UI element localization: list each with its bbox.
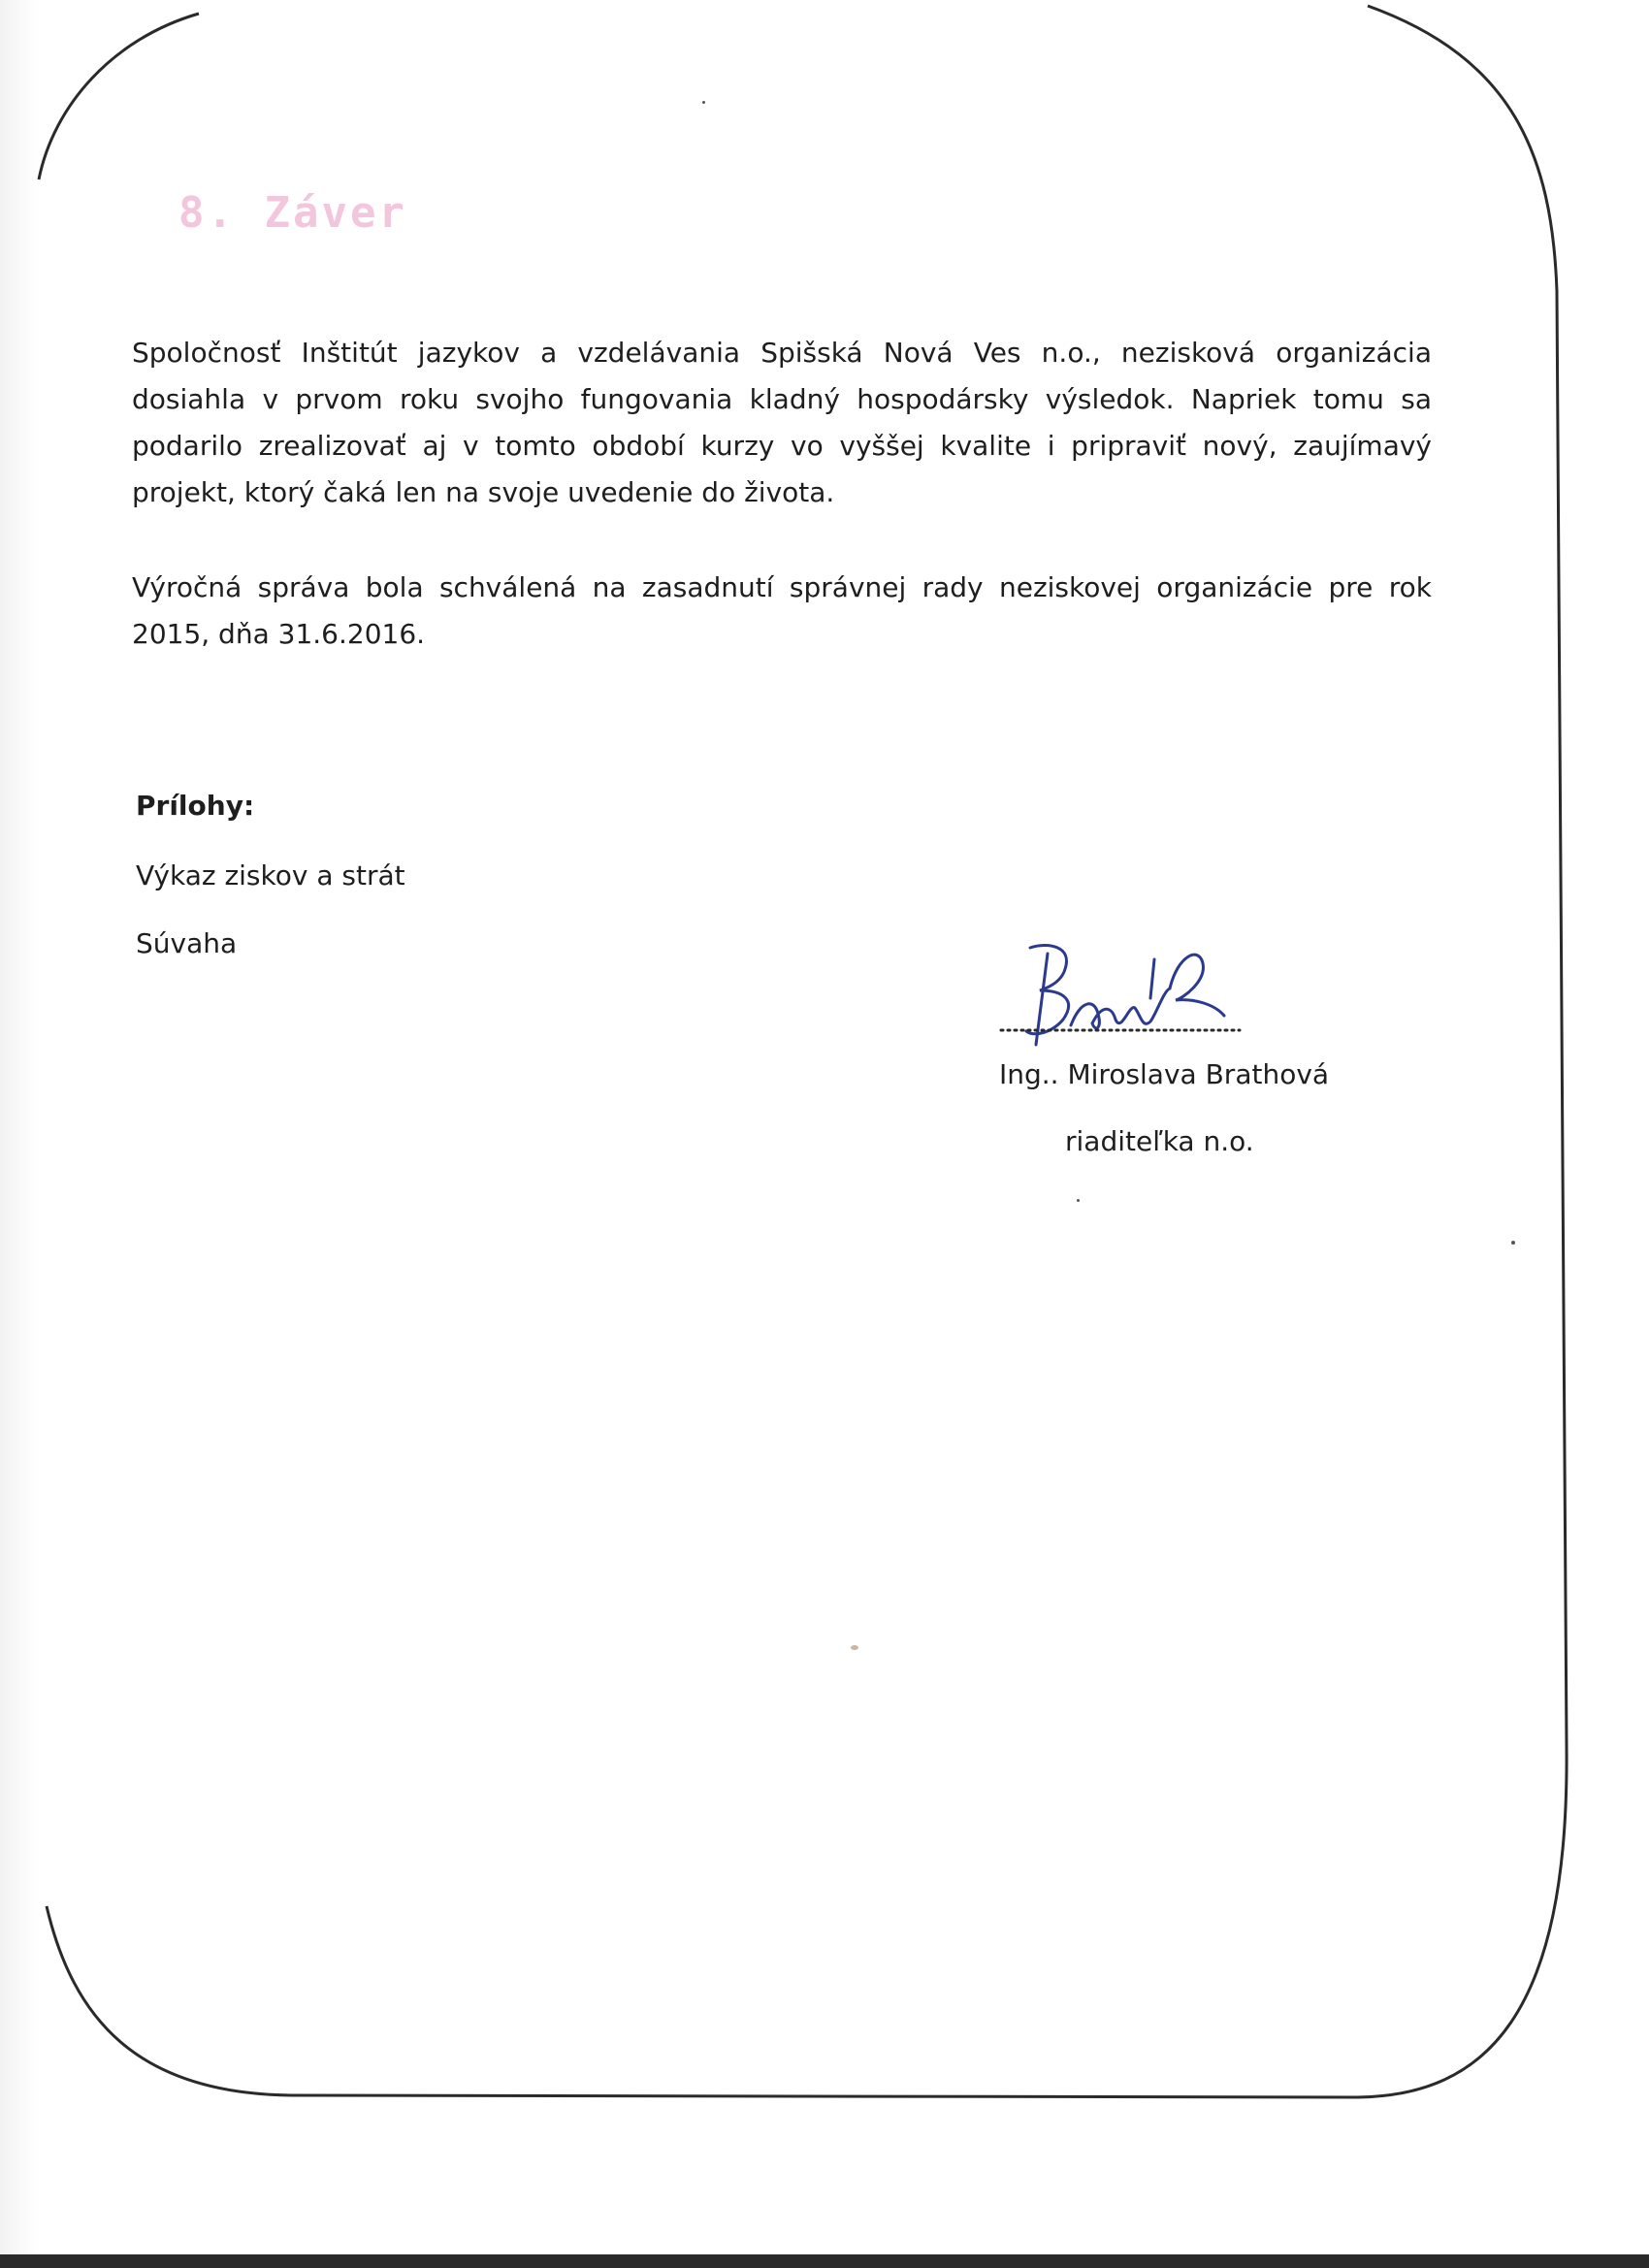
scan-speck [1077,1199,1080,1202]
attachment-item: Súvaha [136,927,238,959]
attachment-item: Výkaz ziskov a strát [136,859,405,891]
frame-bottom-line [47,1906,1358,2097]
signatory-name: Ing.. Miroslava Brathová [999,1058,1330,1090]
section-heading: 8. Záver [178,188,407,238]
scan-speck [1511,1241,1515,1245]
scan-speck [851,1645,858,1650]
approval-paragraph: Výročná správa bola schválená na zasadnutí správnej rady neziskovej organizácie pre rok 2015, dňa 31.6.2016. [132,571,1432,650]
signature-dotted-line [999,1026,1242,1034]
handwritten-signature [1009,936,1242,1053]
attachments-title: Prílohy: [136,790,255,822]
frame-right-curve [1358,6,1567,2097]
scan-speck [702,101,705,104]
scan-bottom-band [0,2254,1649,2268]
conclusion-paragraph: Spoločnosť Inštitút jazykov a vzdelávania Spišská Nová Ves n.o., nezisková organizácia dosiahla v prvom roku svojho fungovania kladný hospodársky výsledok. Napriek tomu sa podarilo zrealizovať aj v tomto období kurzy vo vyššej kvalite i pripraviť nový, zaujímavý projekt, ktorý čaká len na svoje uvedenie do života. [132,337,1432,508]
signatory-role: riaditeľka n.o. [1065,1125,1254,1157]
frame-top-left-arc [39,14,199,179]
